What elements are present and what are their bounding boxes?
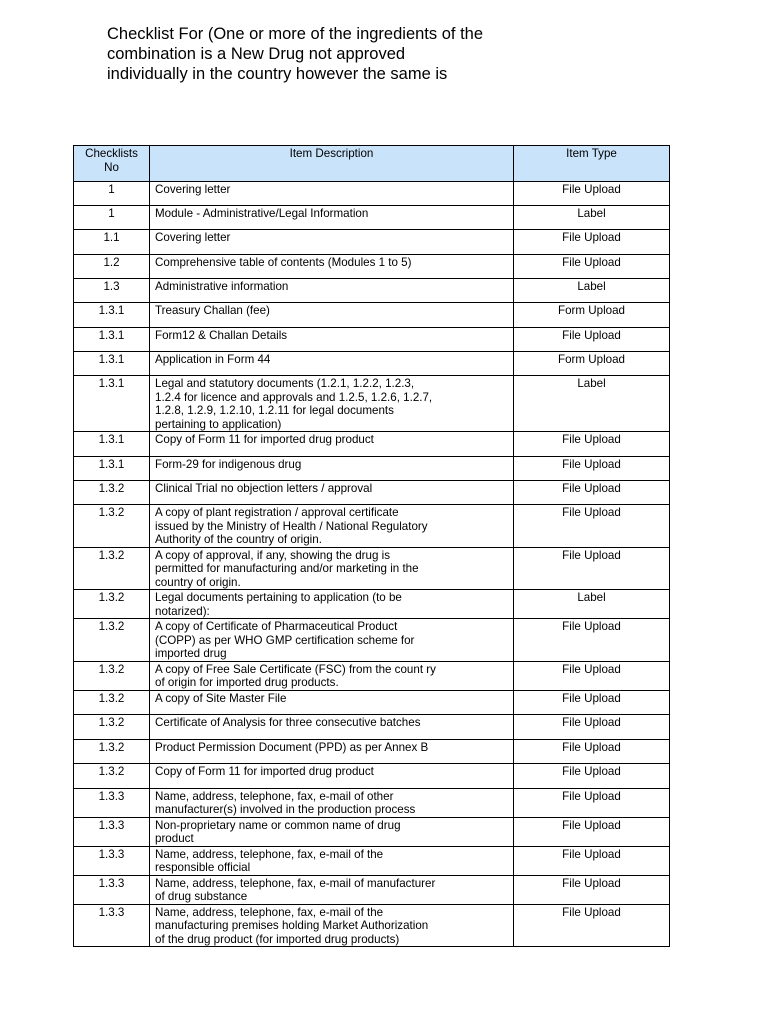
description-line: of the drug product (for imported drug products) xyxy=(155,932,400,946)
table-row xyxy=(74,206,670,230)
description-line: Administrative information xyxy=(155,280,289,293)
table-row xyxy=(74,457,670,481)
item-type-cell: Label xyxy=(514,376,670,432)
item-type-cell: File Upload xyxy=(514,788,670,817)
description-line: Clinical Trial no objection letters / approval xyxy=(155,482,373,495)
description-line: of drug substance xyxy=(155,890,248,903)
item-description-cell xyxy=(150,590,514,619)
item-type-cell: File Upload xyxy=(514,505,670,548)
table-body xyxy=(74,182,670,947)
item-description-cell xyxy=(150,690,514,714)
item-type-cell: Label xyxy=(514,279,670,303)
description-line: Treasury Challan (fee) xyxy=(155,304,270,317)
header-item-description: Item Description xyxy=(150,146,514,182)
checklist-number-cell: 1.3.2 xyxy=(74,619,150,662)
table-row xyxy=(74,590,670,619)
description-line: Product Permission Document (PPD) as per Annex B xyxy=(155,740,429,754)
item-type-cell: File Upload xyxy=(514,481,670,505)
checklist-number-cell: 1.3.1 xyxy=(74,352,150,376)
table-row xyxy=(74,376,670,432)
table-row xyxy=(74,547,670,590)
item-type-cell: File Upload xyxy=(514,714,670,739)
table-row xyxy=(74,817,670,846)
description-line: 1.2.8, 1.2.9, 1.2.10, 1.2.11 for legal documents xyxy=(155,404,394,417)
item-description-cell xyxy=(150,432,514,457)
description-line: Covering letter xyxy=(155,183,231,196)
checklist-number-cell: 1 xyxy=(74,182,150,206)
item-type-cell: Form Upload xyxy=(514,352,670,376)
description-line: manufacturing premises holding Market Authorization xyxy=(155,919,429,932)
item-type-cell: File Upload xyxy=(514,230,670,255)
table-row xyxy=(74,352,670,376)
checklist-number-cell: 1.3.1 xyxy=(74,376,150,432)
description-line: Application in Form 44 xyxy=(155,353,271,366)
checklist-number-cell: 1.3.2 xyxy=(74,505,150,548)
item-description-cell xyxy=(150,788,514,817)
item-type-cell: File Upload xyxy=(514,547,670,590)
item-type-cell: File Upload xyxy=(514,328,670,352)
checklist-number-cell: 1.3.3 xyxy=(74,846,150,875)
table-row xyxy=(74,505,670,548)
item-description-cell xyxy=(150,182,514,206)
item-description-cell xyxy=(150,547,514,590)
checklist-number-cell: 1.3.3 xyxy=(74,904,150,947)
table-row xyxy=(74,788,670,817)
description-line: A copy of Free Sale Certificate (FSC) from the count ry xyxy=(155,662,436,676)
item-description-cell xyxy=(150,763,514,788)
description-line: A copy of plant registration / approval certificate xyxy=(155,506,399,519)
item-type-cell: File Upload xyxy=(514,457,670,481)
description-line: Copy of Form 11 for imported drug product xyxy=(155,433,374,446)
checklist-number-cell: 1.3.3 xyxy=(74,817,150,846)
header-item-type: Item Type xyxy=(514,146,670,182)
item-type-cell: File Upload xyxy=(514,182,670,206)
item-type-cell: Label xyxy=(514,590,670,619)
description-line: A copy of Site Master File xyxy=(155,691,287,705)
item-type-cell: File Upload xyxy=(514,432,670,457)
item-type-cell: File Upload xyxy=(514,661,670,690)
description-line: 1.2.4 for licence and approvals and 1.2.5, 1.2.6, 1.2.7, xyxy=(155,390,433,404)
item-description-cell xyxy=(150,846,514,875)
description-line: Copy of Form 11 for imported drug product xyxy=(155,764,374,778)
description-line: product xyxy=(155,832,194,845)
item-description-cell xyxy=(150,279,514,303)
item-description-cell xyxy=(150,457,514,481)
header-checklist-no: Checklists No xyxy=(74,146,150,182)
description-line: country of origin. xyxy=(155,575,241,589)
description-line: Name, address, telephone, fax, e-mail of other xyxy=(155,789,394,803)
description-line: notarized): xyxy=(155,604,210,618)
item-type-cell: File Upload xyxy=(514,904,670,947)
item-type-cell: File Upload xyxy=(514,763,670,788)
table-row xyxy=(74,763,670,788)
table-row xyxy=(74,846,670,875)
description-line: Covering letter xyxy=(155,231,231,244)
checklist-number-cell: 1.3.1 xyxy=(74,432,150,457)
checklist-number-cell: 1.3.3 xyxy=(74,788,150,817)
checklist-number-cell: 1.2 xyxy=(74,255,150,279)
item-type-cell: File Upload xyxy=(514,739,670,763)
description-line: Module - Administrative/Legal Information xyxy=(155,207,369,220)
description-line: Form-29 for indigenous drug xyxy=(155,458,302,471)
table-row xyxy=(74,619,670,662)
table-row xyxy=(74,182,670,206)
item-description-cell xyxy=(150,714,514,739)
checklist-number-cell: 1.3.1 xyxy=(74,303,150,328)
item-description-cell xyxy=(150,904,514,947)
table-row xyxy=(74,739,670,763)
checklist-number-cell: 1.3 xyxy=(74,279,150,303)
title-line: Checklist For (One or more of the ingredients of the xyxy=(107,25,484,43)
description-line: Name, address, telephone, fax, e-mail of manufacturer xyxy=(155,876,436,890)
description-line: pertaining to application) xyxy=(155,417,282,431)
table-row xyxy=(74,279,670,303)
item-description-cell xyxy=(150,376,514,432)
table-row xyxy=(74,328,670,352)
table-row xyxy=(74,690,670,714)
description-line: Legal documents pertaining to application (to be xyxy=(155,591,402,604)
description-line: Certificate of Analysis for three consecutive batches xyxy=(155,715,421,729)
table-row xyxy=(74,432,670,457)
checklist-number-cell: 1.3.2 xyxy=(74,547,150,590)
item-type-cell: Label xyxy=(514,206,670,230)
checklist-number-cell: 1.3.2 xyxy=(74,481,150,505)
table-row xyxy=(74,714,670,739)
item-description-cell xyxy=(150,255,514,279)
description-line: Name, address, telephone, fax, e-mail of the xyxy=(155,847,384,861)
item-description-cell xyxy=(150,303,514,328)
item-description-cell xyxy=(150,661,514,690)
item-type-cell: File Upload xyxy=(514,817,670,846)
table-row xyxy=(74,904,670,947)
table-header-row xyxy=(74,146,670,182)
checklist-number-cell: 1.3.3 xyxy=(74,875,150,904)
item-type-cell: File Upload xyxy=(514,619,670,662)
item-type-cell: File Upload xyxy=(514,846,670,875)
table-row xyxy=(74,661,670,690)
description-line: permitted for manufacturing and/or marketing in the xyxy=(155,562,419,575)
description-line: A copy of approval, if any, showing the drug is xyxy=(155,548,391,562)
description-line: of origin for imported drug products. xyxy=(155,676,339,689)
checklist-number-cell: 1.3.2 xyxy=(74,590,150,619)
item-type-cell: File Upload xyxy=(514,255,670,279)
item-description-cell xyxy=(150,875,514,904)
item-description-cell xyxy=(150,328,514,352)
table-row xyxy=(74,230,670,255)
description-line: Non-proprietary name or common name of drug xyxy=(155,818,401,832)
description-line: imported drug xyxy=(155,647,227,660)
description-line: manufacturer(s) involved in the production process xyxy=(155,803,416,816)
item-type-cell: File Upload xyxy=(514,875,670,904)
checklist-number-cell: 1.3.2 xyxy=(74,714,150,739)
checklist-number-cell: 1.3.2 xyxy=(74,661,150,690)
item-description-cell xyxy=(150,505,514,548)
title-line: combination is a New Drug not approved xyxy=(107,45,406,63)
item-type-cell: Form Upload xyxy=(514,303,670,328)
description-line: issued by the Ministry of Health / National Regulatory xyxy=(155,519,428,533)
table-row xyxy=(74,481,670,505)
description-line: Name, address, telephone, fax, e-mail of the xyxy=(155,905,384,919)
document-title xyxy=(107,24,667,84)
table-row xyxy=(74,875,670,904)
description-line: Comprehensive table of contents (Modules 1 to 5) xyxy=(155,256,412,269)
item-description-cell xyxy=(150,206,514,230)
title-line: individually in the country however the same is xyxy=(107,65,448,83)
item-description-cell xyxy=(150,817,514,846)
item-description-cell xyxy=(150,739,514,763)
description-line: responsible official xyxy=(155,861,251,874)
item-description-cell xyxy=(150,352,514,376)
description-line: Legal and statutory documents (1.2.1, 1.2.2, 1.2.3, xyxy=(155,377,415,390)
checklist-number-cell: 1.3.1 xyxy=(74,328,150,352)
table-row xyxy=(74,303,670,328)
checklist-number-cell: 1 xyxy=(74,206,150,230)
checklist-number-cell: 1.3.2 xyxy=(74,690,150,714)
description-line: Form12 & Challan Details xyxy=(155,329,288,342)
checklist-number-cell: 1.3.2 xyxy=(74,763,150,788)
item-type-cell: File Upload xyxy=(514,690,670,714)
item-description-cell xyxy=(150,619,514,662)
table-row xyxy=(74,255,670,279)
checklist-number-cell: 1.1 xyxy=(74,230,150,255)
checklist-table xyxy=(73,145,670,947)
item-description-cell xyxy=(150,230,514,255)
checklist-number-cell: 1.3.2 xyxy=(74,739,150,763)
checklist-number-cell: 1.3.1 xyxy=(74,457,150,481)
description-line: A copy of Certificate of Pharmaceutical Product xyxy=(155,620,398,633)
description-line: (COPP) as per WHO GMP certification scheme for xyxy=(155,633,415,647)
item-description-cell xyxy=(150,481,514,505)
description-line: Authority of the country of origin. xyxy=(155,533,322,546)
